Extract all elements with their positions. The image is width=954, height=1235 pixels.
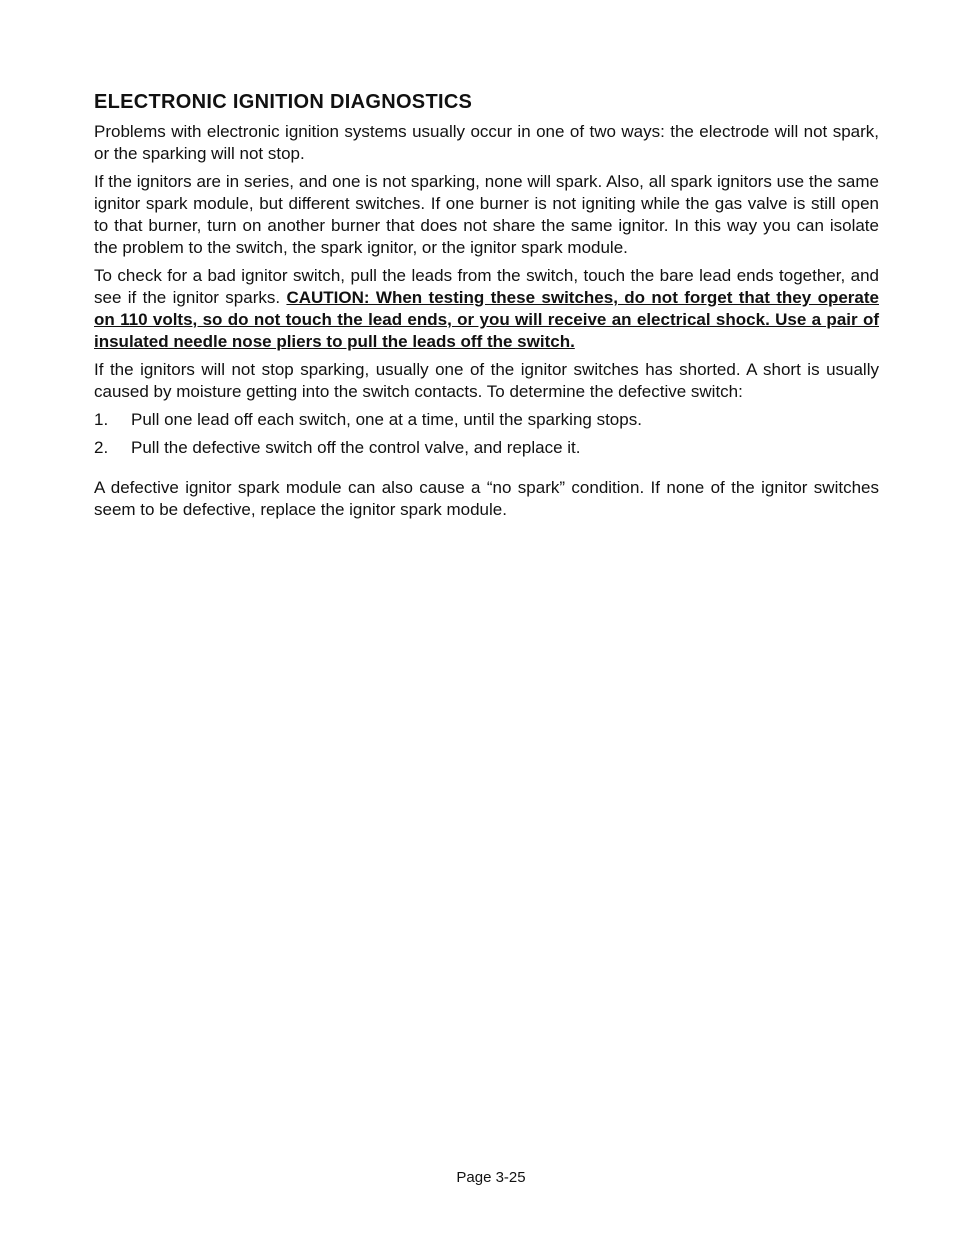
step-number: 2.: [94, 438, 109, 457]
page-number: Page 3-25: [456, 1169, 526, 1186]
list-item: [94, 409, 879, 431]
bad-switch-intro: To check for a bad ignitor switch, pull the leads from the switch, touch the bare lead ends together, and see if the ignitor sparks.: [94, 266, 879, 307]
caution-warning: CAUTION: When testing these switches, do not forget that they operate on 110 volts, so do not touch the lead ends, or you will receive an electrical shock. Use a pair of insulated needle nose pliers to pull the leads off the switch.: [94, 288, 879, 351]
steps-list: [94, 409, 879, 459]
document-body: [94, 90, 879, 527]
paragraph-problems: Problems with electronic ignition systems usually occur in one of two ways: the electrode will not spark, or the sparking will not stop.: [94, 122, 879, 163]
step-text: Pull the defective switch off the control valve, and replace it.: [131, 438, 581, 457]
paragraph-bad-switch: [94, 265, 879, 353]
list-item: [94, 437, 879, 459]
paragraph-spark-module: A defective ignitor spark module can also cause a “no spark” condition. If none of the ignitor switches seem to be defective, replace the ignitor spark module.: [94, 478, 879, 519]
paragraph-series-ignitors: If the ignitors are in series, and one is not sparking, none will spark. Also, all spark ignitors use the same ignitor spark module, but different switches. If one burner is not igniting while the gas valve is still open to that burner, turn on another burner that does not share the same ignitor. In this way you can isolate the problem to the switch, the spark ignitor, or the ignitor spark module.: [94, 172, 879, 257]
step-text: Pull one lead off each switch, one at a time, until the sparking stops.: [131, 410, 642, 429]
section-heading: ELECTRONIC IGNITION DIAGNOSTICS: [94, 91, 473, 113]
step-number: 1.: [94, 410, 109, 429]
paragraph-stop-sparking: If the ignitors will not stop sparking, usually one of the ignitor switches has shorted. A short is usually caused by moisture getting into the switch contacts. To determine the defective switch:: [94, 360, 879, 401]
